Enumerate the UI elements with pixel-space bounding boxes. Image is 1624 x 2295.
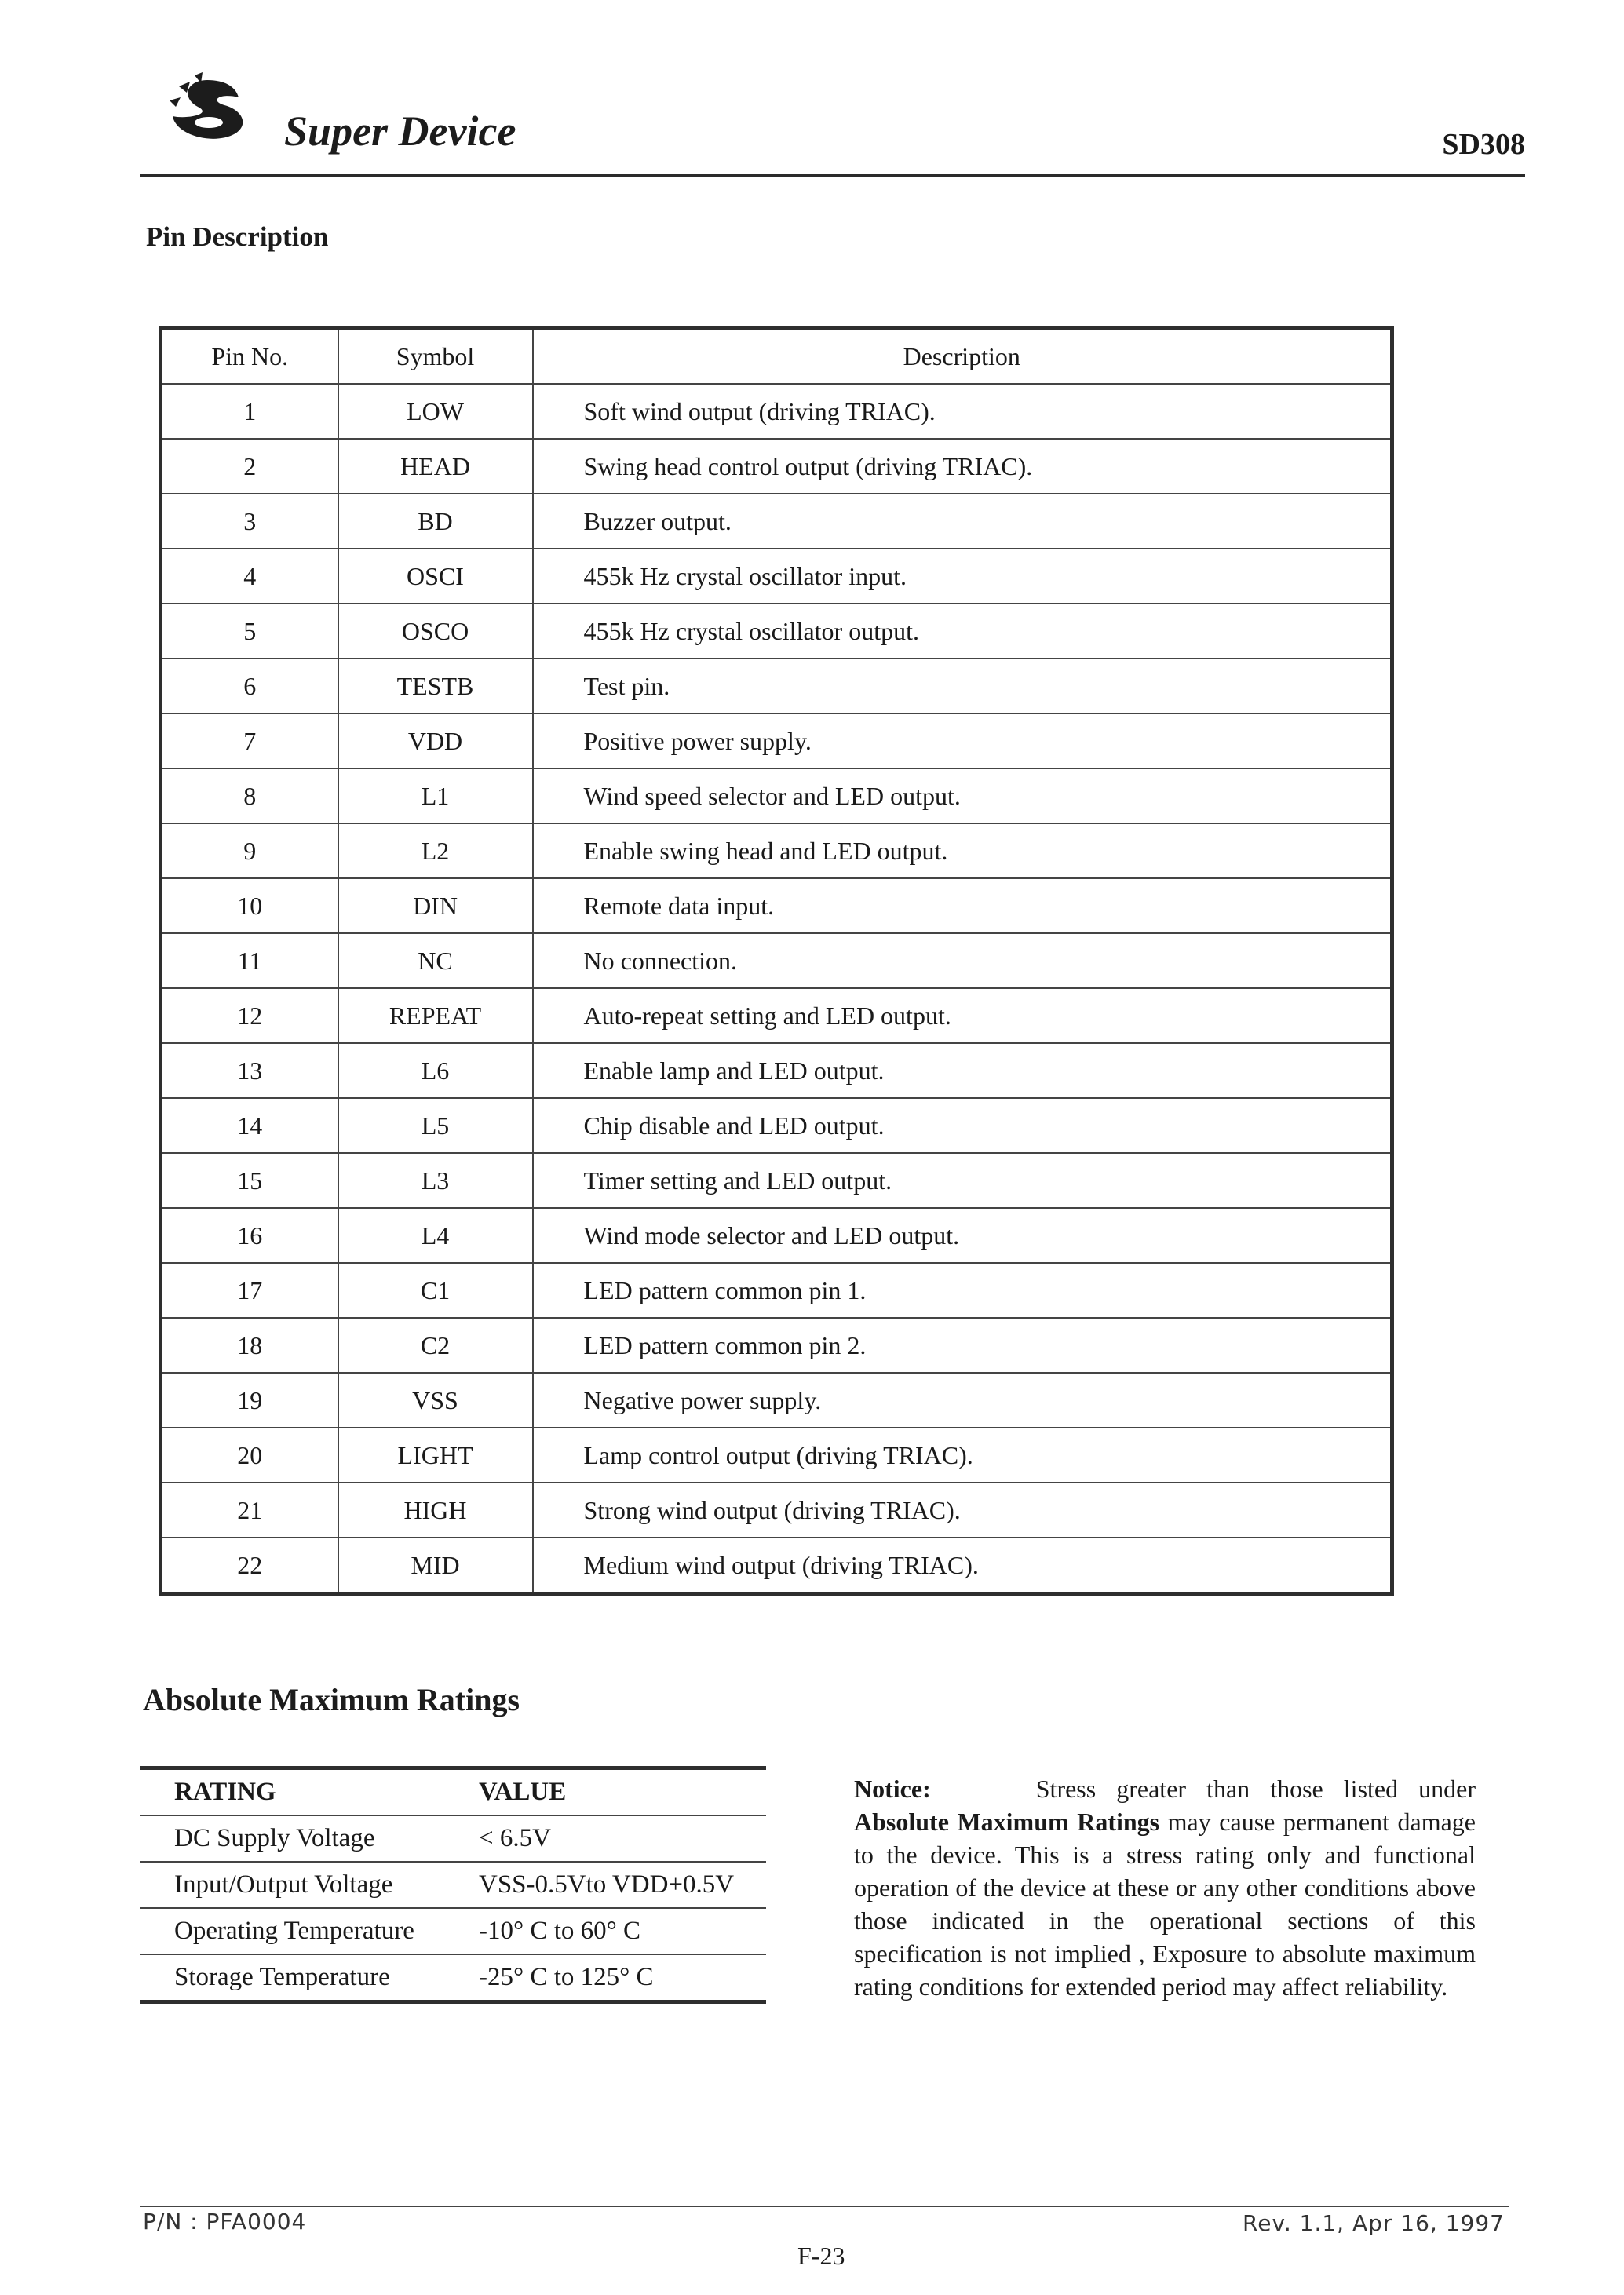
footer-part-code: P/N : PFA0004 — [143, 2209, 307, 2235]
rating-name-cell: Operating Temperature — [140, 1908, 444, 1954]
pin-number-cell: 14 — [161, 1098, 338, 1153]
description-cell: 455k Hz crystal oscillator output. — [533, 604, 1392, 659]
description-cell: Medium wind output (driving TRIAC). — [533, 1538, 1392, 1594]
table-row — [161, 1098, 1392, 1153]
footer-divider — [140, 2206, 1509, 2207]
column-header: Description — [533, 328, 1392, 385]
symbol-cell: LOW — [338, 384, 533, 439]
rating-name-cell: Input/Output Voltage — [140, 1862, 444, 1908]
description-cell: Negative power supply. — [533, 1373, 1392, 1428]
pin-number-cell: 22 — [161, 1538, 338, 1594]
description-cell: Enable lamp and LED output. — [533, 1043, 1392, 1098]
pin-number-cell: 1 — [161, 384, 338, 439]
pin-number-cell: 21 — [161, 1483, 338, 1538]
description-cell: LED pattern common pin 1. — [533, 1263, 1392, 1318]
table-row — [161, 1428, 1392, 1483]
table-row — [161, 933, 1392, 988]
table-row — [161, 1208, 1392, 1263]
symbol-cell: LIGHT — [338, 1428, 533, 1483]
description-cell: Timer setting and LED output. — [533, 1153, 1392, 1208]
pin-number-cell: 13 — [161, 1043, 338, 1098]
table-row — [140, 1954, 766, 2002]
symbol-cell: REPEAT — [338, 988, 533, 1043]
table-header-row — [161, 328, 1392, 385]
table-row — [161, 1153, 1392, 1208]
table-row — [161, 659, 1392, 713]
pin-number-cell: 20 — [161, 1428, 338, 1483]
symbol-cell: L1 — [338, 768, 533, 823]
table-header-row — [140, 1768, 766, 1816]
rating-name-cell: Storage Temperature — [140, 1954, 444, 2002]
symbol-cell: L5 — [338, 1098, 533, 1153]
description-cell: Enable swing head and LED output. — [533, 823, 1392, 878]
table-row — [161, 1483, 1392, 1538]
pin-number-cell: 12 — [161, 988, 338, 1043]
symbol-cell: HIGH — [338, 1483, 533, 1538]
description-cell: Wind mode selector and LED output. — [533, 1208, 1392, 1263]
rating-value-cell: -10° C to 60° C — [444, 1908, 766, 1954]
description-cell: Positive power supply. — [533, 713, 1392, 768]
table-row — [161, 1263, 1392, 1318]
rating-value-cell: VSS-0.5Vto VDD+0.5V — [444, 1862, 766, 1908]
symbol-cell: VSS — [338, 1373, 533, 1428]
symbol-cell: MID — [338, 1538, 533, 1594]
rating-value-cell: -25° C to 125° C — [444, 1954, 766, 2002]
pin-number-cell: 17 — [161, 1263, 338, 1318]
pin-number-cell: 18 — [161, 1318, 338, 1373]
table-row — [161, 1318, 1392, 1373]
ratings-table — [140, 1766, 766, 2004]
column-header: Symbol — [338, 328, 533, 385]
pin-number-cell: 2 — [161, 439, 338, 494]
page-header — [140, 63, 1525, 177]
page-number: F-23 — [797, 2242, 845, 2270]
symbol-cell: DIN — [338, 878, 533, 933]
notice-label: Notice: — [854, 1775, 931, 1803]
pin-number-cell: 11 — [161, 933, 338, 988]
description-cell: 455k Hz crystal oscillator input. — [533, 549, 1392, 604]
symbol-cell: OSCI — [338, 549, 533, 604]
description-cell: Auto-repeat setting and LED output. — [533, 988, 1392, 1043]
table-row — [161, 988, 1392, 1043]
column-header: RATING — [140, 1768, 444, 1816]
table-row — [161, 1373, 1392, 1428]
table-row — [161, 439, 1392, 494]
pin-number-cell: 3 — [161, 494, 338, 549]
table-row — [140, 1908, 766, 1954]
description-cell: No connection. — [533, 933, 1392, 988]
description-cell: Buzzer output. — [533, 494, 1392, 549]
column-header: Pin No. — [161, 328, 338, 385]
pin-number-cell: 9 — [161, 823, 338, 878]
pin-number-cell: 4 — [161, 549, 338, 604]
description-cell: Wind speed selector and LED output. — [533, 768, 1392, 823]
symbol-cell: L3 — [338, 1153, 533, 1208]
symbol-cell: TESTB — [338, 659, 533, 713]
brand-name: Super Device — [284, 108, 516, 155]
rating-name-cell: DC Supply Voltage — [140, 1815, 444, 1862]
notice-emphasis: Absolute Maximum Ratings — [854, 1808, 1160, 1836]
footer-revision: Rev. 1.1, Apr 16, 1997 — [1243, 2210, 1505, 2236]
table-row — [140, 1862, 766, 1908]
table-row — [161, 878, 1392, 933]
description-cell: Lamp control output (driving TRIAC). — [533, 1428, 1392, 1483]
symbol-cell: C2 — [338, 1318, 533, 1373]
description-cell: Test pin. — [533, 659, 1392, 713]
symbol-cell: C1 — [338, 1263, 533, 1318]
table-row — [161, 713, 1392, 768]
pin-number-cell: 6 — [161, 659, 338, 713]
symbol-cell: L6 — [338, 1043, 533, 1098]
absolute-max-ratings-title: Absolute Maximum Ratings — [143, 1682, 520, 1717]
table-row — [140, 1815, 766, 1862]
pin-number-cell: 7 — [161, 713, 338, 768]
rating-value-cell: < 6.5V — [444, 1815, 766, 1862]
pin-number-cell: 10 — [161, 878, 338, 933]
symbol-cell: NC — [338, 933, 533, 988]
symbol-cell: L4 — [338, 1208, 533, 1263]
description-cell: Swing head control output (driving TRIAC). — [533, 439, 1392, 494]
pin-number-cell: 15 — [161, 1153, 338, 1208]
table-row — [161, 823, 1392, 878]
notice-text-2: may cause permanent damage to the device. This is a stress rating only and functional operation of the device at these or any other conditions above those indicated in the operational sections of this specification is not implied , Exposure to absolute maximum rating conditions for extended period may affect reliability. — [854, 1808, 1476, 2001]
pin-number-cell: 5 — [161, 604, 338, 659]
table-row — [161, 384, 1392, 439]
table-row — [161, 1538, 1392, 1594]
symbol-cell: BD — [338, 494, 533, 549]
pin-number-cell: 16 — [161, 1208, 338, 1263]
column-header: VALUE — [444, 1768, 766, 1816]
table-row — [161, 768, 1392, 823]
description-cell: Strong wind output (driving TRIAC). — [533, 1483, 1392, 1538]
part-number: SD308 — [1442, 128, 1525, 161]
table-row — [161, 494, 1392, 549]
description-cell: LED pattern common pin 2. — [533, 1318, 1392, 1373]
description-cell: Chip disable and LED output. — [533, 1098, 1392, 1153]
pin-number-cell: 8 — [161, 768, 338, 823]
symbol-cell: VDD — [338, 713, 533, 768]
description-cell: Soft wind output (driving TRIAC). — [533, 384, 1392, 439]
pin-description-table — [159, 326, 1394, 1596]
notice-paragraph — [854, 1772, 1476, 2003]
symbol-cell: OSCO — [338, 604, 533, 659]
notice-text-1: Stress greater than those listed under — [1035, 1775, 1476, 1803]
symbol-cell: L2 — [338, 823, 533, 878]
table-row — [161, 549, 1392, 604]
pin-description-title: Pin Description — [146, 221, 329, 252]
symbol-cell: HEAD — [338, 439, 533, 494]
description-cell: Remote data input. — [533, 878, 1392, 933]
pin-number-cell: 19 — [161, 1373, 338, 1428]
super-device-logo-icon — [163, 71, 257, 157]
table-row — [161, 1043, 1392, 1098]
table-row — [161, 604, 1392, 659]
